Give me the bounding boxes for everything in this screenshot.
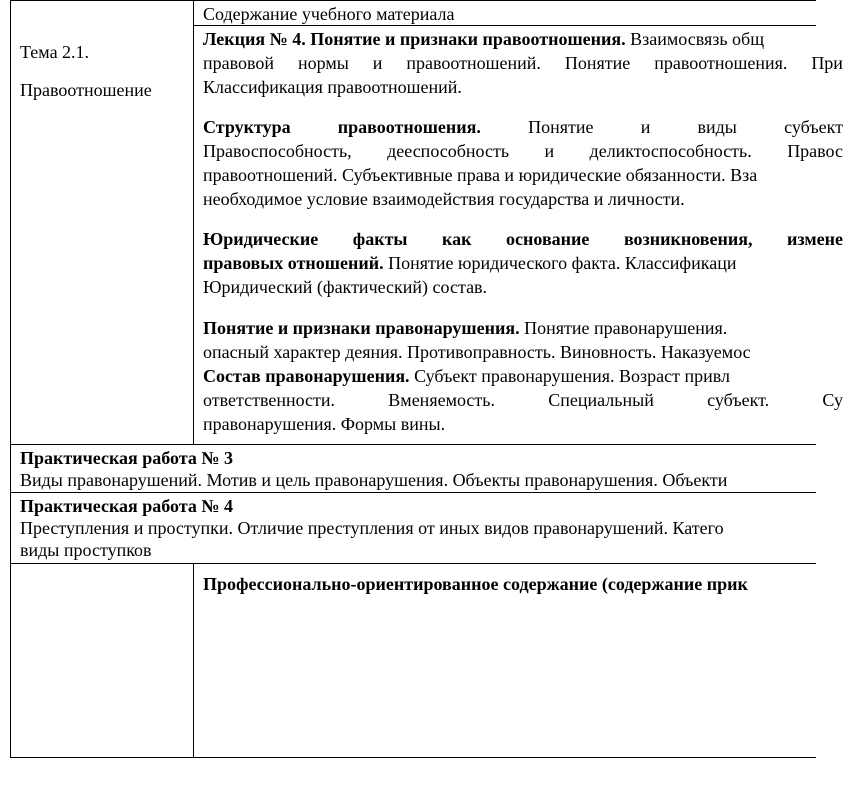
word: При <box>811 53 843 73</box>
word: Понятие <box>564 53 631 73</box>
structure-line-4: необходимое условие взаимодействия государства и личности. <box>203 189 685 209</box>
topic-number: Тема 2.1. <box>20 42 90 62</box>
word: дееспособность <box>387 141 510 161</box>
facts-line-1 <box>203 227 843 251</box>
word: Правос <box>787 141 843 161</box>
word: правоотношений. <box>406 53 541 73</box>
practical-3-title: Практическая работа № 3 <box>20 448 233 468</box>
lecture-line-1 <box>203 27 764 51</box>
lecture-line-3: Классификация правоотношений. <box>203 77 462 97</box>
word: Понятие <box>528 117 594 137</box>
structure-line-3: правоотношений. Субъективные права и юридические обязанности. Вза <box>203 165 758 185</box>
offense-composition-title: Состав правонарушения. <box>203 366 410 386</box>
column-divider-top <box>193 0 194 444</box>
offense-line-4 <box>203 388 843 412</box>
word: деликтоспособность. <box>589 141 752 161</box>
table-top-border <box>10 0 816 1</box>
offense-line-1 <box>203 316 727 340</box>
structure-title-word-2: правоотношения. <box>337 117 481 137</box>
facts-line-3: Юридический (фактический) состав. <box>203 277 488 297</box>
facts-line-2 <box>203 251 736 275</box>
word: возникновения, <box>623 229 753 249</box>
structure-line-1 <box>203 115 843 139</box>
offense-line-3 <box>203 364 730 388</box>
row-divider-2 <box>10 492 816 493</box>
word: Правоспособность, <box>203 141 352 161</box>
professional-content-title: Профессионально-ориентированное содержание (содержание прик <box>203 574 748 594</box>
facts-line-2-rest: Понятие юридического факта. Классификаци <box>388 253 737 273</box>
table-left-border-bottom <box>10 563 11 757</box>
word: правовой <box>203 53 275 73</box>
practical-4-text-2: виды проступков <box>20 540 152 560</box>
lecture-title: Лекция № 4. Понятие и признаки правоотношения. <box>203 29 626 49</box>
structure-line-2 <box>203 139 843 163</box>
word: ответственности. <box>203 390 336 410</box>
word: Су <box>822 390 843 410</box>
word: Специальный <box>548 390 654 410</box>
row-divider-3 <box>10 563 816 564</box>
offense-line-2: опасный характер деяния. Противоправность. Виновность. Наказуемос <box>203 342 751 362</box>
word: Вменяемость. <box>388 390 495 410</box>
word: субъект. <box>707 390 770 410</box>
topic-title: Правоотношение <box>20 80 152 100</box>
offense-line-3-rest: Субъект правонарушения. Возраст привл <box>414 366 731 386</box>
word: измене <box>787 229 843 249</box>
practical-3-text: Виды правонарушений. Мотив и цель правонарушения. Объекты правонарушения. Объекти <box>20 470 728 490</box>
word: и <box>544 141 555 161</box>
facts-bold: правовых отношений. <box>203 253 384 273</box>
table-left-border-top <box>10 0 11 444</box>
lecture-line-2 <box>203 51 843 75</box>
word: нормы <box>297 53 349 73</box>
offense-line-1-rest: Понятие правонарушения. <box>524 318 728 338</box>
word: и <box>640 117 651 137</box>
word: виды <box>697 117 737 137</box>
practical-4-text-1: Преступления и проступки. Отличие преступления от иных видов правонарушений. Катего <box>20 518 724 538</box>
structure-title-word-1: Структура <box>203 117 291 137</box>
table-left-border-mid <box>10 444 11 563</box>
row-divider-1 <box>10 444 816 445</box>
word: субъект <box>784 117 843 137</box>
practical-4-title: Практическая работа № 4 <box>20 496 233 516</box>
word: правоотношения. <box>654 53 788 73</box>
offense-title: Понятие и признаки правонарушения. <box>203 318 520 338</box>
lecture-line-1-rest: Взаимосвязь общ <box>630 29 765 49</box>
column-divider-bottom <box>193 563 194 757</box>
word: факты <box>352 229 408 249</box>
word: основание <box>506 229 590 249</box>
offense-line-5: правонарушения. Формы вины. <box>203 414 446 434</box>
table-bottom-border <box>10 757 816 758</box>
word: и <box>372 53 383 73</box>
word: как <box>442 229 472 249</box>
content-header: Содержание учебного материала <box>203 4 455 24</box>
word: Юридические <box>203 229 319 249</box>
